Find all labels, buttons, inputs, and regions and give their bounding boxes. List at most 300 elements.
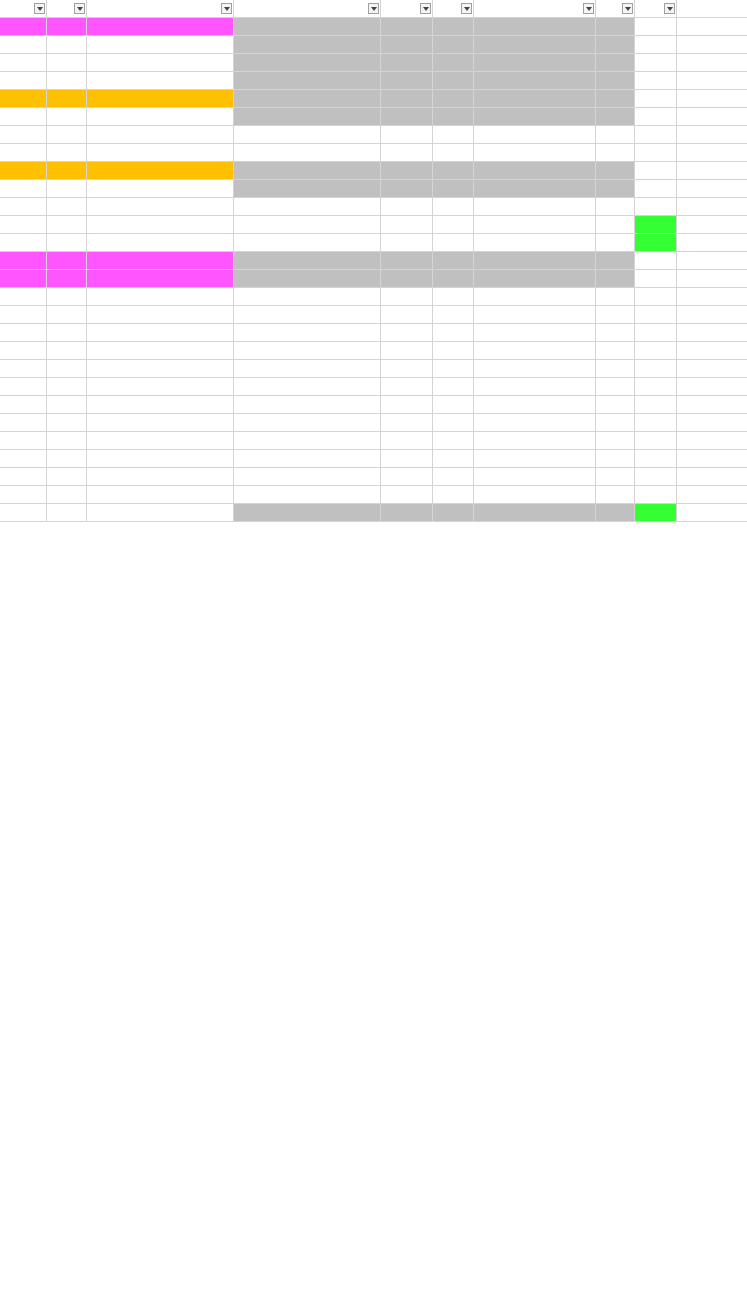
color-cell[interactable] (635, 396, 677, 414)
category-right-cell[interactable] (381, 486, 433, 504)
level-left-cell[interactable] (47, 90, 87, 108)
category-right-cell[interactable] (381, 396, 433, 414)
color-cell[interactable] (635, 18, 677, 36)
level-right-cell[interactable] (433, 342, 474, 360)
quantity-cell[interactable] (596, 180, 635, 198)
color-cell[interactable] (635, 288, 677, 306)
category-left-cell[interactable] (0, 396, 47, 414)
color-cell[interactable] (635, 432, 677, 450)
category-right-cell[interactable] (381, 288, 433, 306)
quantity-cell[interactable] (596, 126, 635, 144)
note-cell[interactable] (234, 468, 381, 486)
filter-dropdown-icon[interactable] (461, 3, 472, 14)
filter-dropdown-icon[interactable] (221, 3, 232, 14)
level-left-cell[interactable] (47, 18, 87, 36)
color-cell[interactable] (635, 54, 677, 72)
level-left-cell[interactable] (47, 324, 87, 342)
level-right-cell[interactable] (433, 378, 474, 396)
chest-source-cell[interactable] (677, 180, 747, 198)
note-cell[interactable] (234, 288, 381, 306)
quantity-cell[interactable] (596, 504, 635, 522)
item-name-left-cell[interactable] (87, 432, 234, 450)
level-right-cell[interactable] (433, 252, 474, 270)
note-cell[interactable] (234, 252, 381, 270)
category-right-cell[interactable] (381, 144, 433, 162)
item-name-right-cell[interactable] (474, 144, 596, 162)
category-left-cell[interactable] (0, 126, 47, 144)
item-name-right-cell[interactable] (474, 18, 596, 36)
item-name-right-cell[interactable] (474, 180, 596, 198)
quantity-cell[interactable] (596, 252, 635, 270)
category-right-cell[interactable] (381, 72, 433, 90)
item-name-right-cell[interactable] (474, 486, 596, 504)
level-left-cell[interactable] (47, 180, 87, 198)
header-color[interactable] (635, 0, 677, 18)
color-cell[interactable] (635, 144, 677, 162)
level-right-cell[interactable] (433, 486, 474, 504)
quantity-cell[interactable] (596, 378, 635, 396)
category-left-cell[interactable] (0, 36, 47, 54)
level-right-cell[interactable] (433, 450, 474, 468)
chest-source-cell[interactable] (677, 306, 747, 324)
level-right-cell[interactable] (433, 90, 474, 108)
item-name-right-cell[interactable] (474, 162, 596, 180)
level-left-cell[interactable] (47, 36, 87, 54)
header-name-right[interactable] (474, 0, 596, 18)
level-right-cell[interactable] (433, 198, 474, 216)
category-left-cell[interactable] (0, 180, 47, 198)
item-name-right-cell[interactable] (474, 342, 596, 360)
category-left-cell[interactable] (0, 234, 47, 252)
chest-source-cell[interactable] (677, 162, 747, 180)
item-name-left-cell[interactable] (87, 162, 234, 180)
chest-source-cell[interactable] (677, 144, 747, 162)
category-right-cell[interactable] (381, 378, 433, 396)
color-cell[interactable] (635, 342, 677, 360)
item-name-right-cell[interactable] (474, 270, 596, 288)
chest-source-cell[interactable] (677, 468, 747, 486)
quantity-cell[interactable] (596, 324, 635, 342)
item-name-right-cell[interactable] (474, 216, 596, 234)
header-category-right[interactable] (381, 0, 433, 18)
item-name-right-cell[interactable] (474, 108, 596, 126)
level-left-cell[interactable] (47, 342, 87, 360)
category-left-cell[interactable] (0, 360, 47, 378)
chest-source-cell[interactable] (677, 90, 747, 108)
category-left-cell[interactable] (0, 162, 47, 180)
item-name-left-cell[interactable] (87, 504, 234, 522)
filter-dropdown-icon[interactable] (368, 3, 379, 14)
color-cell[interactable] (635, 234, 677, 252)
chest-source-cell[interactable] (677, 504, 747, 522)
category-right-cell[interactable] (381, 342, 433, 360)
level-left-cell[interactable] (47, 360, 87, 378)
table-row (0, 216, 747, 234)
level-right-cell[interactable] (433, 216, 474, 234)
chest-source-cell[interactable] (677, 324, 747, 342)
color-cell[interactable] (635, 306, 677, 324)
quantity-cell[interactable] (596, 306, 635, 324)
category-right-cell[interactable] (381, 108, 433, 126)
level-right-cell[interactable] (433, 180, 474, 198)
filter-dropdown-icon[interactable] (74, 3, 85, 14)
category-right-cell[interactable] (381, 450, 433, 468)
level-left-cell[interactable] (47, 234, 87, 252)
level-right-cell[interactable] (433, 396, 474, 414)
note-cell[interactable] (234, 396, 381, 414)
note-cell[interactable] (234, 360, 381, 378)
color-cell[interactable] (635, 378, 677, 396)
chest-source-cell[interactable] (677, 36, 747, 54)
chest-source-cell[interactable] (677, 414, 747, 432)
level-right-cell[interactable] (433, 54, 474, 72)
category-left-cell[interactable] (0, 432, 47, 450)
category-right-cell[interactable] (381, 468, 433, 486)
chest-source-cell[interactable] (677, 108, 747, 126)
header-name-left[interactable] (87, 0, 234, 18)
chest-source-cell[interactable] (677, 198, 747, 216)
note-cell[interactable] (234, 180, 381, 198)
category-right-cell[interactable] (381, 234, 433, 252)
note-cell[interactable] (234, 486, 381, 504)
note-cell[interactable] (234, 324, 381, 342)
item-name-left-cell[interactable] (87, 396, 234, 414)
item-name-left-cell[interactable] (87, 252, 234, 270)
quantity-cell[interactable] (596, 234, 635, 252)
color-cell[interactable] (635, 486, 677, 504)
note-cell[interactable] (234, 72, 381, 90)
category-left-cell[interactable] (0, 198, 47, 216)
color-cell[interactable] (635, 414, 677, 432)
level-right-cell[interactable] (433, 18, 474, 36)
level-left-cell[interactable] (47, 108, 87, 126)
note-cell[interactable] (234, 414, 381, 432)
quantity-cell[interactable] (596, 36, 635, 54)
color-cell[interactable] (635, 72, 677, 90)
item-name-right-cell[interactable] (474, 414, 596, 432)
category-left-cell[interactable] (0, 72, 47, 90)
category-left-cell[interactable] (0, 504, 47, 522)
category-right-cell[interactable] (381, 306, 433, 324)
chest-source-cell[interactable] (677, 234, 747, 252)
quantity-cell[interactable] (596, 90, 635, 108)
color-cell[interactable] (635, 252, 677, 270)
quantity-cell[interactable] (596, 108, 635, 126)
quantity-cell[interactable] (596, 396, 635, 414)
header-blank[interactable] (677, 0, 747, 18)
item-name-left-cell[interactable] (87, 180, 234, 198)
chest-source-cell[interactable] (677, 126, 747, 144)
category-right-cell[interactable] (381, 162, 433, 180)
level-left-cell[interactable] (47, 378, 87, 396)
note-cell[interactable] (234, 504, 381, 522)
item-name-left-cell[interactable] (87, 234, 234, 252)
filter-dropdown-icon[interactable] (34, 3, 45, 14)
item-name-left-cell[interactable] (87, 198, 234, 216)
chest-source-cell[interactable] (677, 252, 747, 270)
category-right-cell[interactable] (381, 18, 433, 36)
quantity-cell[interactable] (596, 288, 635, 306)
chest-source-cell[interactable] (677, 216, 747, 234)
chest-source-cell[interactable] (677, 432, 747, 450)
item-name-left-cell[interactable] (87, 270, 234, 288)
note-cell[interactable] (234, 342, 381, 360)
header-level-right[interactable] (433, 0, 474, 18)
note-cell[interactable] (234, 306, 381, 324)
category-right-cell[interactable] (381, 54, 433, 72)
item-name-left-cell[interactable] (87, 306, 234, 324)
quantity-cell[interactable] (596, 432, 635, 450)
item-name-left-cell[interactable] (87, 108, 234, 126)
header-category-left[interactable] (0, 0, 47, 18)
level-left-cell[interactable] (47, 216, 87, 234)
chest-source-cell[interactable] (677, 450, 747, 468)
level-right-cell[interactable] (433, 270, 474, 288)
category-right-cell[interactable] (381, 198, 433, 216)
level-left-cell[interactable] (47, 162, 87, 180)
quantity-cell[interactable] (596, 144, 635, 162)
item-name-left-cell[interactable] (87, 54, 234, 72)
category-right-cell[interactable] (381, 252, 433, 270)
filter-dropdown-icon[interactable] (664, 3, 675, 14)
note-cell[interactable] (234, 216, 381, 234)
quantity-cell[interactable] (596, 360, 635, 378)
category-left-cell[interactable] (0, 270, 47, 288)
item-name-right-cell[interactable] (474, 126, 596, 144)
note-cell[interactable] (234, 450, 381, 468)
quantity-cell[interactable] (596, 342, 635, 360)
item-name-right-cell[interactable] (474, 252, 596, 270)
category-left-cell[interactable] (0, 108, 47, 126)
color-cell[interactable] (635, 468, 677, 486)
chest-source-cell[interactable] (677, 378, 747, 396)
quantity-cell[interactable] (596, 486, 635, 504)
chest-source-cell[interactable] (677, 360, 747, 378)
color-cell[interactable] (635, 162, 677, 180)
note-cell[interactable] (234, 126, 381, 144)
item-name-left-cell[interactable] (87, 126, 234, 144)
item-name-right-cell[interactable] (474, 360, 596, 378)
category-right-cell[interactable] (381, 432, 433, 450)
item-name-left-cell[interactable] (87, 342, 234, 360)
color-cell[interactable] (635, 36, 677, 54)
category-right-cell[interactable] (381, 324, 433, 342)
level-right-cell[interactable] (433, 432, 474, 450)
level-left-cell[interactable] (47, 396, 87, 414)
category-left-cell[interactable] (0, 378, 47, 396)
category-left-cell[interactable] (0, 468, 47, 486)
note-cell[interactable] (234, 234, 381, 252)
level-right-cell[interactable] (433, 36, 474, 54)
color-cell[interactable] (635, 108, 677, 126)
header-quantity[interactable] (596, 0, 635, 18)
level-right-cell[interactable] (433, 360, 474, 378)
item-name-left-cell[interactable] (87, 360, 234, 378)
filter-dropdown-icon[interactable] (622, 3, 633, 14)
level-right-cell[interactable] (433, 72, 474, 90)
item-name-left-cell[interactable] (87, 468, 234, 486)
color-cell[interactable] (635, 180, 677, 198)
filter-dropdown-icon[interactable] (583, 3, 594, 14)
color-cell[interactable] (635, 90, 677, 108)
chest-source-cell[interactable] (677, 18, 747, 36)
quantity-cell[interactable] (596, 270, 635, 288)
note-cell[interactable] (234, 36, 381, 54)
color-cell[interactable] (635, 216, 677, 234)
note-cell[interactable] (234, 144, 381, 162)
color-cell[interactable] (635, 504, 677, 522)
item-name-right-cell[interactable] (474, 54, 596, 72)
note-cell[interactable] (234, 162, 381, 180)
category-left-cell[interactable] (0, 306, 47, 324)
level-right-cell[interactable] (433, 468, 474, 486)
category-left-cell[interactable] (0, 144, 47, 162)
item-name-left-cell[interactable] (87, 450, 234, 468)
quantity-cell[interactable] (596, 198, 635, 216)
item-name-left-cell[interactable] (87, 288, 234, 306)
item-name-left-cell[interactable] (87, 414, 234, 432)
level-left-cell[interactable] (47, 306, 87, 324)
note-cell[interactable] (234, 18, 381, 36)
item-name-left-cell[interactable] (87, 72, 234, 90)
item-name-right-cell[interactable] (474, 378, 596, 396)
level-right-cell[interactable] (433, 306, 474, 324)
header-note[interactable] (234, 0, 381, 18)
category-right-cell[interactable] (381, 216, 433, 234)
level-left-cell[interactable] (47, 72, 87, 90)
quantity-cell[interactable] (596, 72, 635, 90)
quantity-cell[interactable] (596, 216, 635, 234)
color-cell[interactable] (635, 450, 677, 468)
level-right-cell[interactable] (433, 414, 474, 432)
item-name-right-cell[interactable] (474, 504, 596, 522)
level-right-cell[interactable] (433, 162, 474, 180)
item-name-left-cell[interactable] (87, 144, 234, 162)
item-name-left-cell[interactable] (87, 36, 234, 54)
level-left-cell[interactable] (47, 252, 87, 270)
item-name-right-cell[interactable] (474, 234, 596, 252)
note-cell[interactable] (234, 198, 381, 216)
category-left-cell[interactable] (0, 450, 47, 468)
chest-source-cell[interactable] (677, 54, 747, 72)
note-cell[interactable] (234, 378, 381, 396)
level-right-cell[interactable] (433, 324, 474, 342)
category-left-cell[interactable] (0, 342, 47, 360)
level-right-cell[interactable] (433, 144, 474, 162)
header-level-left[interactable] (47, 0, 87, 18)
quantity-cell[interactable] (596, 162, 635, 180)
color-cell[interactable] (635, 198, 677, 216)
item-name-right-cell[interactable] (474, 306, 596, 324)
level-left-cell[interactable] (47, 504, 87, 522)
color-cell[interactable] (635, 270, 677, 288)
item-name-right-cell[interactable] (474, 90, 596, 108)
level-left-cell[interactable] (47, 450, 87, 468)
item-name-right-cell[interactable] (474, 198, 596, 216)
category-right-cell[interactable] (381, 126, 433, 144)
category-right-cell[interactable] (381, 180, 433, 198)
category-left-cell[interactable] (0, 54, 47, 72)
note-cell[interactable] (234, 108, 381, 126)
item-name-right-cell[interactable] (474, 468, 596, 486)
category-left-cell[interactable] (0, 324, 47, 342)
level-right-cell[interactable] (433, 108, 474, 126)
chest-source-cell[interactable] (677, 72, 747, 90)
note-cell[interactable] (234, 270, 381, 288)
level-left-cell[interactable] (47, 198, 87, 216)
item-name-left-cell[interactable] (87, 486, 234, 504)
item-name-right-cell[interactable] (474, 432, 596, 450)
level-left-cell[interactable] (47, 468, 87, 486)
category-right-cell[interactable] (381, 270, 433, 288)
level-right-cell[interactable] (433, 126, 474, 144)
category-left-cell[interactable] (0, 486, 47, 504)
item-name-right-cell[interactable] (474, 36, 596, 54)
category-right-cell[interactable] (381, 36, 433, 54)
category-left-cell[interactable] (0, 288, 47, 306)
chest-source-cell[interactable] (677, 288, 747, 306)
item-name-right-cell[interactable] (474, 72, 596, 90)
level-left-cell[interactable] (47, 126, 87, 144)
quantity-cell[interactable] (596, 450, 635, 468)
level-left-cell[interactable] (47, 270, 87, 288)
category-left-cell[interactable] (0, 414, 47, 432)
note-cell[interactable] (234, 90, 381, 108)
note-cell[interactable] (234, 54, 381, 72)
category-left-cell[interactable] (0, 18, 47, 36)
quantity-cell[interactable] (596, 54, 635, 72)
item-name-left-cell[interactable] (87, 378, 234, 396)
chest-source-cell[interactable] (677, 486, 747, 504)
category-left-cell[interactable] (0, 90, 47, 108)
chest-source-cell[interactable] (677, 396, 747, 414)
item-name-left-cell[interactable] (87, 216, 234, 234)
level-right-cell[interactable] (433, 504, 474, 522)
item-name-left-cell[interactable] (87, 18, 234, 36)
quantity-cell[interactable] (596, 468, 635, 486)
quantity-cell[interactable] (596, 18, 635, 36)
chest-source-cell[interactable] (677, 342, 747, 360)
category-left-cell[interactable] (0, 216, 47, 234)
level-left-cell[interactable] (47, 54, 87, 72)
category-right-cell[interactable] (381, 360, 433, 378)
level-right-cell[interactable] (433, 234, 474, 252)
level-left-cell[interactable] (47, 414, 87, 432)
level-right-cell[interactable] (433, 288, 474, 306)
level-left-cell[interactable] (47, 144, 87, 162)
filter-dropdown-icon[interactable] (420, 3, 431, 14)
note-cell[interactable] (234, 432, 381, 450)
category-right-cell[interactable] (381, 414, 433, 432)
chest-source-cell[interactable] (677, 270, 747, 288)
item-name-left-cell[interactable] (87, 90, 234, 108)
color-cell[interactable] (635, 360, 677, 378)
color-cell[interactable] (635, 324, 677, 342)
item-name-left-cell[interactable] (87, 324, 234, 342)
level-left-cell[interactable] (47, 486, 87, 504)
color-cell[interactable] (635, 126, 677, 144)
category-right-cell[interactable] (381, 504, 433, 522)
quantity-cell[interactable] (596, 414, 635, 432)
category-left-cell[interactable] (0, 252, 47, 270)
level-left-cell[interactable] (47, 432, 87, 450)
item-name-right-cell[interactable] (474, 288, 596, 306)
category-right-cell[interactable] (381, 90, 433, 108)
item-name-right-cell[interactable] (474, 396, 596, 414)
item-name-right-cell[interactable] (474, 450, 596, 468)
level-left-cell[interactable] (47, 288, 87, 306)
item-name-right-cell[interactable] (474, 324, 596, 342)
